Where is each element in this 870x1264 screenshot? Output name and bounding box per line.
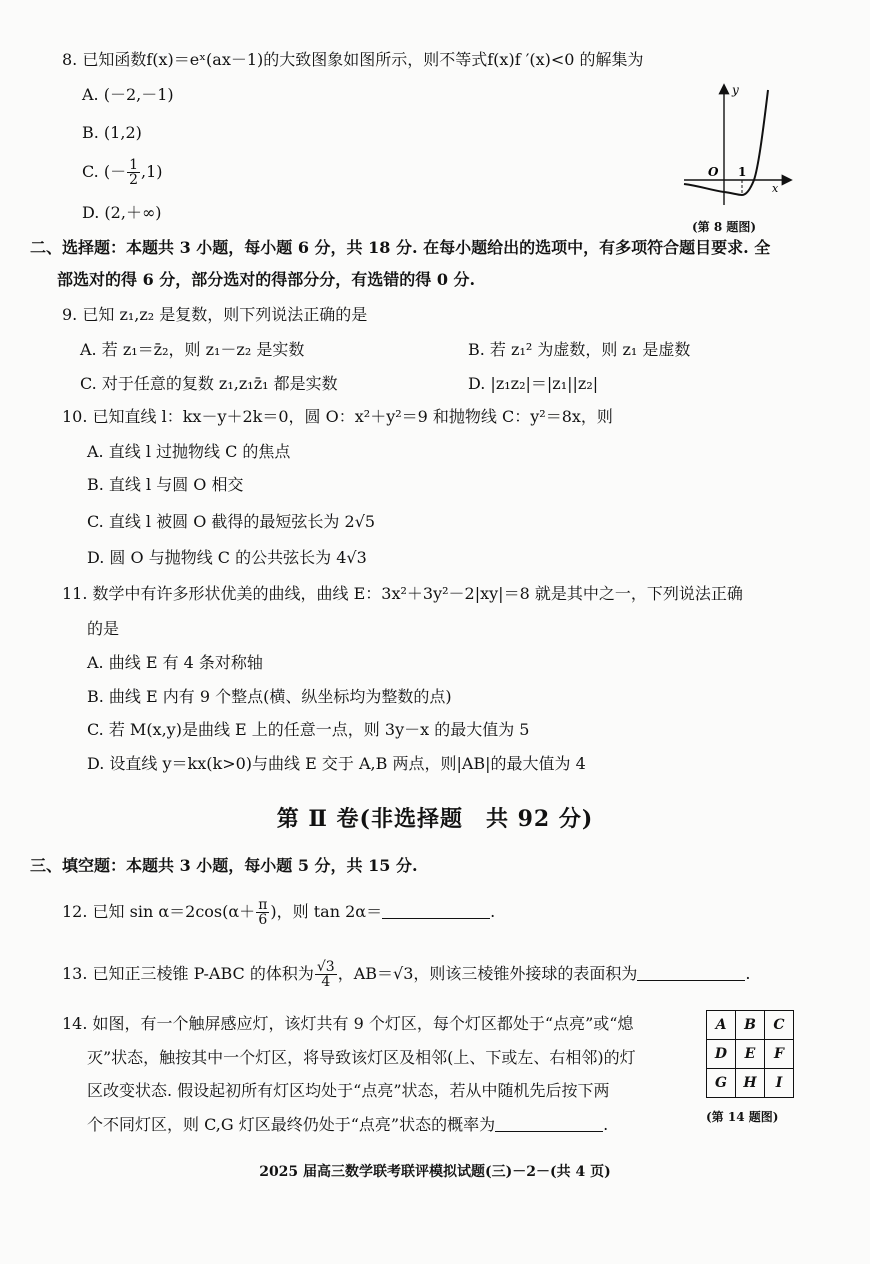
- q8-option-b: B. (1,2): [82, 123, 142, 142]
- q13-post: ，AB＝√3，则该三棱锥外接球的表面积为: [337, 964, 638, 983]
- q14-answer-blank[interactable]: [495, 1117, 603, 1132]
- q13-num: √3: [316, 959, 335, 975]
- q14-line2: 灭”状态，触按其中一个灯区，将导致该灯区及相邻(上、下或左、右相邻)的灯: [87, 1048, 636, 1067]
- q13: [62, 960, 750, 989]
- q10-stem: 10. 已知直线 l：kx－y＋2k＝0，圆 O：x²＋y²＝9 和抛物线 C：y²＝8x，则: [62, 407, 613, 426]
- q8-graph-figure: [680, 80, 800, 210]
- light-cell-f: F: [765, 1040, 794, 1069]
- part2-instructions-line1: 二、选择题：本题共 3 小题，每小题 6 分，共 18 分. 在每小题给出的选项中，有多项符合题目要求. 全: [30, 238, 771, 257]
- light-cell-g: G: [707, 1069, 736, 1098]
- q8-figure-caption: (第 8 题图): [692, 220, 757, 234]
- q11-stem-line2: 的是: [87, 619, 120, 638]
- q14-end: .: [603, 1115, 609, 1134]
- q14-line3: 区改变状态. 假设起初所有灯区均处于“点亮”状态，若从中随机先后按下两: [87, 1081, 610, 1100]
- q8-option-a: A. (－2,－1): [82, 85, 174, 104]
- q8-option-c: [82, 158, 163, 187]
- q14-figure-caption: (第 14 题图): [706, 1110, 779, 1124]
- x-axis-label: x: [772, 182, 779, 195]
- light-cell-h: H: [736, 1069, 765, 1098]
- light-grid: [706, 1010, 794, 1098]
- q12-pre: 12. 已知 sin α＝2cos(α＋: [62, 902, 256, 921]
- q13-answer-blank[interactable]: [637, 966, 745, 981]
- part2-volume-title: 第 Ⅱ 卷(非选择题 共 92 分): [276, 806, 594, 832]
- q14-line4: [87, 1114, 608, 1136]
- part3-instructions: 三、填空题：本题共 3 小题，每小题 5 分，共 15 分.: [30, 856, 418, 875]
- q8-option-c-prefix: C. (－: [82, 162, 127, 181]
- tick-one-label: 1: [738, 165, 747, 179]
- part2-instructions-line2: 部选对的得 6 分，部分选对的得部分分，有选错的得 0 分.: [57, 270, 476, 289]
- q11-option-b: B. 曲线 E 内有 9 个整点(横、纵坐标均为整数的点): [87, 687, 452, 706]
- q12-end: .: [490, 902, 496, 921]
- q10-option-a: A. 直线 l 过抛物线 C 的焦点: [87, 442, 291, 461]
- q8-option-c-num: 1: [129, 157, 139, 173]
- q13-pre: 13. 已知正三棱锥 P-ABC 的体积为: [62, 964, 314, 983]
- q14-line1: 14. 如图，有一个触屏感应灯，该灯共有 9 个灯区，每个灯区都处于“点亮”或“熄: [62, 1014, 634, 1033]
- q9-option-a: A. 若 z₁＝z̄₂，则 z₁－z₂ 是实数: [80, 340, 305, 359]
- q9-stem: 9. 已知 z₁,z₂ 是复数，则下列说法正确的是: [62, 305, 368, 324]
- light-cell-e: E: [736, 1040, 765, 1069]
- q12-num: π: [258, 897, 268, 913]
- origin-label: O: [708, 165, 719, 179]
- function-curve: [684, 90, 768, 195]
- q13-fraction: [315, 960, 337, 989]
- q12: [62, 898, 495, 927]
- light-cell-a: A: [707, 1011, 736, 1040]
- light-cell-i: I: [765, 1069, 794, 1098]
- q9-option-c: C. 对于任意的复数 z₁,z₁z̄₁ 都是实数: [80, 374, 338, 393]
- q12-fraction: [256, 898, 269, 927]
- q8-option-c-den: 2: [129, 172, 139, 188]
- q11-option-c: C. 若 M(x,y)是曲线 E 上的任意一点，则 3y－x 的最大值为 5: [87, 720, 530, 739]
- q13-den: 4: [321, 974, 331, 990]
- q12-post: )，则 tan 2α＝: [270, 902, 383, 921]
- q10-option-b: B. 直线 l 与圆 O 相交: [87, 475, 244, 494]
- q11-option-a: A. 曲线 E 有 4 条对称轴: [87, 653, 263, 672]
- light-cell-b: B: [736, 1011, 765, 1040]
- q10-option-d: D. 圆 O 与抛物线 C 的公共弦长为 4√3: [87, 548, 367, 567]
- q8-option-d: D. (2,＋∞): [82, 203, 162, 222]
- q9-option-d: D. |z₁z₂|＝|z₁||z₂|: [468, 374, 599, 393]
- page-footer: 2025 届高三数学联考联评模拟试题(三)－2－(共 4 页): [259, 1164, 611, 1180]
- y-axis-label: y: [732, 83, 739, 97]
- q8-option-c-fraction: [127, 158, 140, 187]
- q12-answer-blank[interactable]: [382, 904, 490, 919]
- q9-option-b: B. 若 z₁² 为虚数，则 z₁ 是虚数: [468, 340, 691, 359]
- q8-stem: 8. 已知函数f(x)＝eˣ(ax－1)的大致图象如图所示，则不等式f(x)f ′(x)<0 的解集为: [62, 50, 644, 69]
- q11-stem-line1: 11. 数学中有许多形状优美的曲线，曲线 E：3x²＋3y²－2|xy|＝8 就是其中之一，下列说法正确: [62, 584, 743, 603]
- q10-option-c: C. 直线 l 被圆 O 截得的最短弦长为 2√5: [87, 512, 376, 531]
- light-cell-d: D: [707, 1040, 736, 1069]
- q11-option-d: D. 设直线 y＝kx(k>0)与曲线 E 交于 A,B 两点，则|AB|的最大值为 4: [87, 754, 586, 773]
- light-cell-c: C: [765, 1011, 794, 1040]
- q13-end: .: [745, 964, 751, 983]
- q12-den: 6: [258, 912, 268, 928]
- q14-line4-text: 个不同灯区，则 C,G 灯区最终仍处于“点亮”状态的概率为: [87, 1115, 496, 1134]
- q8-option-c-suffix: ,1): [141, 162, 163, 181]
